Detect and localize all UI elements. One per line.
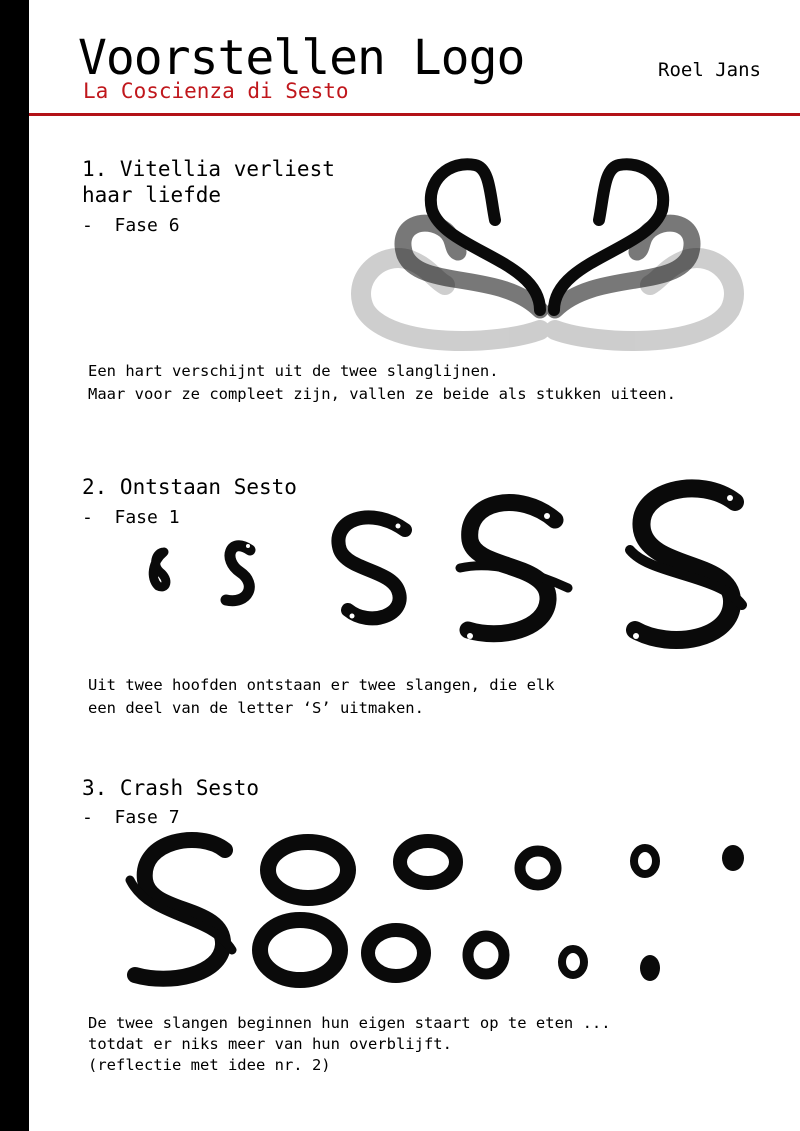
s-stage-4 [460,503,568,639]
page-subtitle: La Coscienza di Sesto [83,79,349,103]
section-2-heading: 2. Ontstaan Sesto [82,475,297,499]
page-title: Voorstellen Logo [78,30,525,86]
section-3-description: De twee slangen beginnen hun eigen staart op te eten ... totdat er niks meer van hun overblijft. (reflectie met idee nr. 2) [88,1014,611,1074]
section-2-description: Uit twee hoofden ontstaan er twee slangen, die elk een deel van de letter ‘S’ uitmaken. [88,676,555,717]
heart-snakes-illustration [340,140,760,360]
s-stage-1 [153,552,166,587]
section-1-heading: 1. Vitellia verliest haar liefde [82,157,335,207]
s-stage-3 [338,517,405,618]
s-stage-2 [226,544,250,601]
header-divider [29,113,800,116]
section-3-phase: - Fase 7 [82,807,180,828]
left-margin-bar [0,0,29,1131]
crash-s [130,840,232,979]
snakes-crash-illustration [110,825,770,1000]
section-2-phase: - Fase 1 [82,507,180,528]
s-stage-5 [630,488,742,640]
section-1-description: Een hart verschijnt uit de twee slanglijnen. Maar voor ze compleet zijn, vallen ze beide als stukken uiteen. [88,362,676,403]
section-3-heading: 3. Crash Sesto [82,776,260,800]
section-1-phase: - Fase 6 [82,215,180,236]
s-growth-illustration [130,480,760,655]
crash-rings-bottom [260,920,660,981]
crash-rings-top [268,841,744,898]
author-name: Roel Jans [658,59,761,81]
